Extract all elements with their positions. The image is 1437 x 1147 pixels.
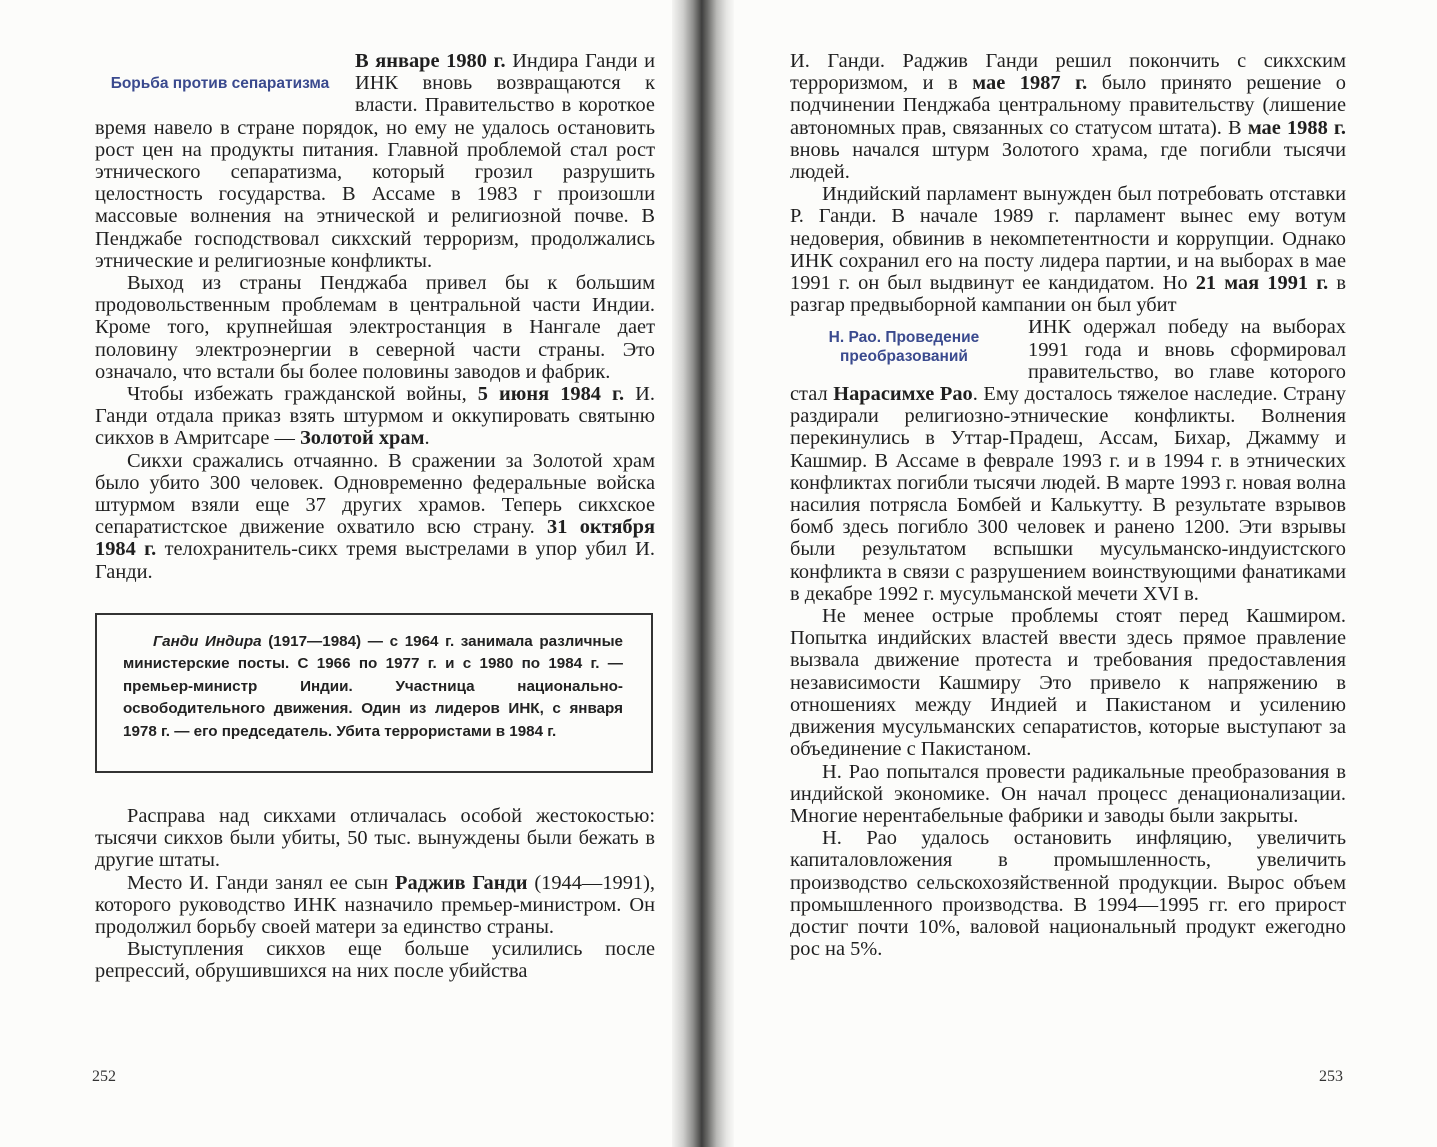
bold-text: мае 1987 г. — [972, 72, 1088, 95]
text-run: телохранитель-сикх тремя выстрелами в упор убил И. Ганди. — [95, 538, 655, 583]
paragraph — [95, 450, 655, 583]
text-run: Н. Рао попытался провести радикальные преобразования в индийской экономике. Он начал процесс денационализации. Многие нерентабельные фабрики и заводы были закрыты. — [790, 760, 1346, 827]
biography-name: Ганди Индира — [153, 632, 262, 650]
left-paragraphs-after — [95, 805, 655, 983]
text-run: Индира Ганди и ИНК вновь возвращаются к власти. Правительство в короткое время навело в стране порядок, но ему не удалось остановить рост цен на продукты питания. Главной проблемой стал рост этнического сепаратизма, который грозил разрушить целостность государства. В Ассаме в 1983 г произошли массовые волнения на этнической и религиозной почве. В Пенджабе господствовал сикхский терроризм, продолжались этнические и религиозные конфликты. — [95, 50, 656, 272]
right-paragraphs-before — [790, 50, 1346, 316]
left-paragraphs — [95, 50, 655, 583]
bold-text: мае 1988 г. — [1247, 116, 1346, 139]
bold-text: 31 октября 1984 г. — [95, 516, 655, 561]
text-run: Чтобы избежать гражданской войны, — [127, 383, 478, 406]
text-run: Место И. Ганди занял ее сын — [127, 871, 395, 894]
paragraph — [95, 938, 655, 982]
paragraph — [95, 805, 655, 872]
text-run: Расправа над сикхами отличалась особой жестокостью: тысячи сикхов были убиты, 50 тыс. вынуждены были бежать в другие штаты. — [95, 804, 655, 872]
bold-text: Нарасимхе Рао — [833, 383, 973, 406]
right-page — [724, 0, 1437, 1147]
paragraph — [790, 827, 1346, 960]
bold-text: 21 мая 1991 г. — [1195, 272, 1329, 295]
right-section-heading: Н. Рао. Проведение преобразований — [828, 329, 980, 366]
paragraph — [790, 605, 1346, 760]
paragraph — [790, 761, 1346, 828]
text-run: И. Ганди отдала приказ взять штурмом и оккупировать святыню сикхов в Амритсаре — — [95, 383, 656, 450]
text-run: (1944—1991), которого руководство ИНК назначило премьер-министром. Он продолжил борьбу своей матери за единство страны. — [95, 871, 655, 938]
text-run: в разгар предвыборной кампании он был убит — [790, 272, 1347, 317]
text-run: И. Ганди. Раджив Ганди решил покончить с сикхским терроризмом, и в — [790, 50, 1346, 95]
bold-text: 5 июня 1984 г. — [477, 383, 625, 406]
paragraph — [95, 383, 655, 450]
book-gutter-shadow — [672, 0, 734, 1147]
bold-text: Раджив Ганди — [395, 871, 528, 894]
page-number-right: 253 — [1319, 1068, 1343, 1085]
biography-text: (1917—1984) — с 1964 г. занимала различные министерские посты. С 1966 по 1977 г. и с 1980 по 1984 г. — премьер-министр Индии. Участница национально-освободительного движения. Один из лидеров ИНК, с января 1978 г. — его председатель. Убита террористами в 1984 г. — [123, 632, 623, 740]
right-text-column — [790, 50, 1346, 960]
bold-text: В январе 1980 г. — [355, 50, 506, 72]
text-run: было принято решение о подчинении Пенджаба центральному правительству (лишение автономных прав, связанных со статусом штата). В — [790, 72, 1346, 139]
bold-text: Золотой храм — [300, 427, 425, 450]
text-run: . — [424, 427, 430, 450]
biography-box — [95, 613, 653, 773]
left-section-heading: Борьба против сепаратизма — [110, 75, 330, 92]
text-run: Сикхи сражались отчаянно. В сражении за Золотой храм было убито 300 человек. Одновременно федеральные войска штурмом взяли еще 37 других храмов. Теперь сикхское сепаратистское движение охватило всю страну. — [95, 449, 655, 539]
paragraph — [95, 872, 655, 939]
text-run: ИНК одержал победу на выборах 1991 года и вновь сформировал правительство, во главе которого стал — [790, 316, 1346, 406]
text-run: Выход из страны Пенджаба привел бы к большим продовольственным проблемам в центральной части Индии. Кроме того, крупнейшая электростанция в Нангале дает половину электроэнергии в северной части страны. Это означало, что встали бы более половины заводов и фабрик. — [95, 272, 655, 383]
text-run: Выступления сикхов еще больше усилились после репрессий, обрушившихся на них после убийства — [95, 938, 655, 983]
text-run: Н. Рао удалось остановить инфляцию, увеличить капиталовложения в промышленность, увеличить производство сельскохозяйственной продукции. Вырос объем промышленного производства. В 1994—1995 гг. его прирост достиг почти 10%, валовой национальный продукт ежегодно рос на 5%. — [790, 827, 1346, 961]
left-text-column — [95, 50, 655, 983]
paragraph — [790, 183, 1346, 316]
text-run: . Ему досталось тяжелое наследие. Страну раздирали религиозно-этнические конфликты. Волнения перекинулись в Уттар-Прадеш, Ассам, Бихар, Джамму и Кашмир. В Ассаме в феврале 1993 г. и в 1994 г. в этнических конфликтах погибли тысячи людей. В марте 1993 г. новая волна насилия потрясла Бомбей и Калькутту. В результате взрывов бомб здесь погибло 300 человек и ранено 1200. Эти взрывы были результатом вспышки мусульманско-индуистского конфликта в связи с разрушением воинствующими фанатиками в декабре 1992 г. мусульманской мечети XVI в. — [790, 383, 1346, 605]
text-run: Индийский парламент вынужден был потребовать отставки Р. Ганди. В начале 1989 г. парламент вынес ему вотум недоверия, обвинив в некомпетентности и коррупции. Однако ИНК сохранил его на посту лидера партии, и на выборах в мае 1991 г. он был выдвинут ее кандидатом. Но — [790, 183, 1346, 295]
text-run: Не менее острые проблемы стоят перед Кашмиром. Попытка индийских властей ввести здесь прямое правление вызвала движение протеста и требования предоставления независимости Кашмиру Это привело к напряжению в отношениях между Индией и Пакистаном и усилению движения мусульманских сепаратистов, которые выступают за объединение с Пакистаном. — [790, 605, 1346, 761]
page-number-left: 252 — [92, 1068, 116, 1085]
paragraph — [95, 272, 655, 383]
paragraph — [790, 50, 1346, 183]
right-paragraphs — [790, 316, 1346, 960]
left-page — [0, 0, 690, 1147]
text-run: вновь начался штурм Золотого храма, где погибли тысячи людей. — [790, 138, 1346, 184]
